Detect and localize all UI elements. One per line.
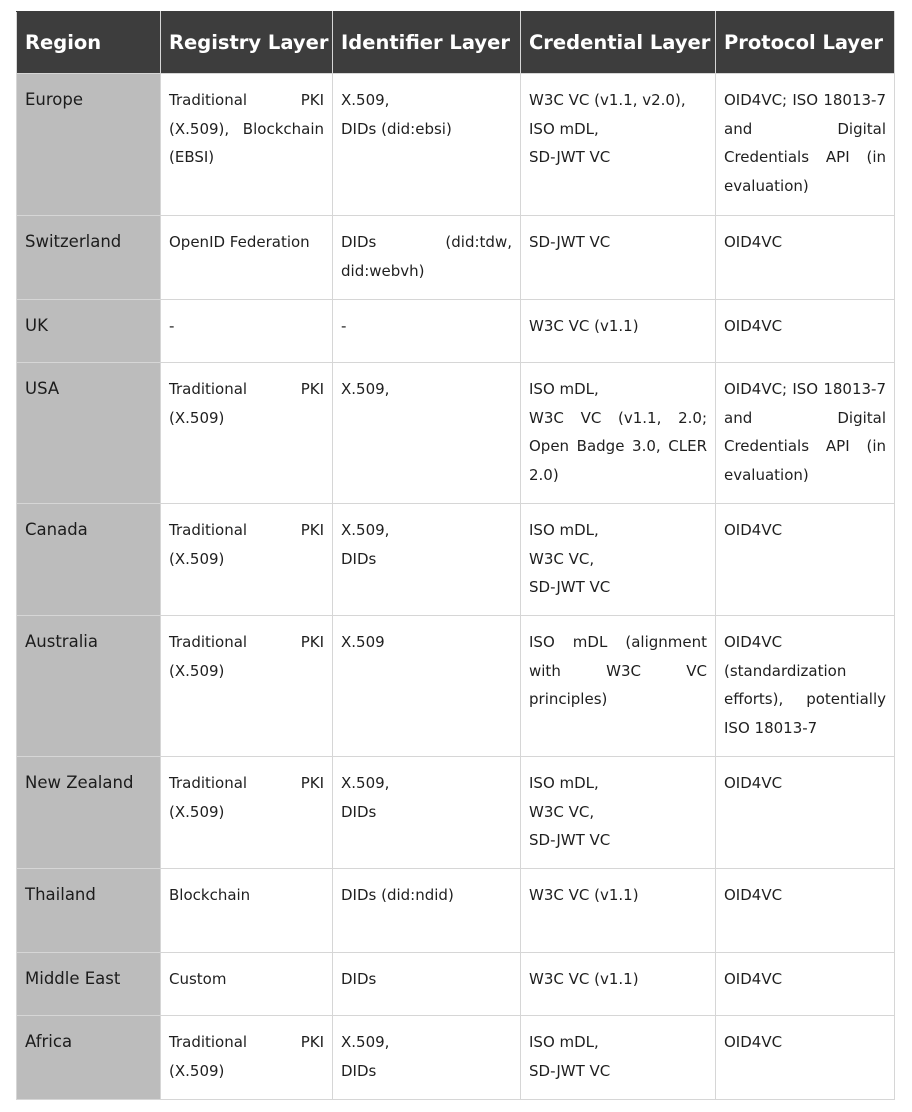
table-row: [17, 869, 895, 953]
table-row: [17, 953, 895, 1016]
identifier-layer-cell: [333, 74, 521, 216]
identifier-line: X.509,: [341, 380, 390, 398]
identifier-layer-cell: [333, 504, 521, 616]
protocol-layer-cell: OID4VC: [716, 1016, 895, 1100]
credential-line: W3C VC (v1.1): [529, 886, 639, 904]
identifier-layer-cell: [333, 216, 521, 300]
region-cell: Switzerland: [17, 216, 161, 300]
credential-layer-cell: [521, 504, 716, 616]
identifier-line: X.509,: [341, 774, 390, 792]
protocol-layer-cell: OID4VC: [716, 216, 895, 300]
header-identifier-layer: Identifier Layer: [333, 12, 521, 74]
header-credential-layer: Credential Layer: [521, 12, 716, 74]
region-cell: UK: [17, 300, 161, 363]
table-row: [17, 74, 895, 216]
registry-layer-cell: Traditional PKI (X.509): [161, 616, 333, 757]
credential-layer-cell: [521, 363, 716, 504]
identifier-layer-cell: [333, 869, 521, 953]
credential-layer-cell: [521, 869, 716, 953]
identifier-layer-cell: [333, 363, 521, 504]
table-row: [17, 1016, 895, 1100]
protocol-layer-cell: OID4VC; ISO 18013-7 and Digital Credentials API (in evaluation): [716, 74, 895, 216]
table-row: [17, 300, 895, 363]
layers-table-container: [16, 11, 894, 1100]
credential-layer-cell: [521, 1016, 716, 1100]
region-cell: New Zealand: [17, 757, 161, 869]
region-cell: USA: [17, 363, 161, 504]
registry-layer-cell: OpenID Federation: [161, 216, 333, 300]
credential-line: SD-JWT VC: [529, 148, 611, 166]
identifier-layer-cell: [333, 953, 521, 1016]
credential-line: SD-JWT VC: [529, 233, 611, 251]
identifier-line: X.509,: [341, 91, 390, 109]
header-protocol-layer: Protocol Layer: [716, 12, 895, 74]
region-cell: Canada: [17, 504, 161, 616]
credential-line: ISO mDL (alignment with W3C VC principles): [529, 633, 707, 708]
region-cell: Africa: [17, 1016, 161, 1100]
credential-layer-cell: [521, 74, 716, 216]
credential-line: ISO mDL,: [529, 521, 599, 539]
credential-layer-cell: [521, 300, 716, 363]
credential-line: W3C VC,: [529, 549, 595, 568]
identifier-line: DIDs: [341, 1061, 377, 1080]
credential-line: W3C VC,: [529, 802, 595, 821]
table-body: [17, 74, 895, 1100]
credential-line: ISO mDL,: [529, 774, 599, 792]
protocol-layer-cell: OID4VC; ISO 18013-7 and Digital Credentials API (in evaluation): [716, 363, 895, 504]
credential-line: W3C VC (v1.1, v2.0),: [529, 91, 686, 109]
identifier-line: DIDs: [341, 549, 377, 568]
identifier-line: DIDs (did:ebsi): [341, 119, 452, 138]
header-region: Region: [17, 12, 161, 74]
protocol-layer-cell: OID4VC: [716, 504, 895, 616]
table-row: [17, 504, 895, 616]
credential-line: ISO mDL,: [529, 380, 599, 398]
identifier-line: X.509,: [341, 1033, 390, 1051]
credential-line: W3C VC (v1.1): [529, 970, 639, 988]
identifier-layer-cell: [333, 1016, 521, 1100]
protocol-layer-cell: OID4VC: [716, 953, 895, 1016]
identifier-line: -: [341, 317, 347, 335]
identifier-line: DIDs: [341, 802, 377, 821]
identifier-line: DIDs (did:tdw, did:webvh): [341, 233, 512, 280]
protocol-layer-cell: OID4VC: [716, 757, 895, 869]
registry-layer-cell: Traditional PKI (X.509): [161, 363, 333, 504]
registry-layer-cell: Traditional PKI (X.509), Blockchain (EBSI): [161, 74, 333, 216]
table-row: [17, 616, 895, 757]
registry-layer-cell: Traditional PKI (X.509): [161, 504, 333, 616]
registry-layer-cell: Traditional PKI (X.509): [161, 757, 333, 869]
credential-layer-cell: [521, 757, 716, 869]
region-cell: Thailand: [17, 869, 161, 953]
layers-table: [16, 11, 895, 1100]
header-registry-layer: Registry Layer: [161, 12, 333, 74]
identifier-layer-cell: [333, 300, 521, 363]
credential-layer-cell: [521, 216, 716, 300]
credential-layer-cell: [521, 953, 716, 1016]
credential-line: ISO mDL,: [529, 1033, 599, 1051]
table-row: [17, 216, 895, 300]
protocol-layer-cell: OID4VC: [716, 869, 895, 953]
identifier-layer-cell: [333, 616, 521, 757]
region-cell: Middle East: [17, 953, 161, 1016]
identifier-layer-cell: [333, 757, 521, 869]
table-row: [17, 363, 895, 504]
region-cell: Australia: [17, 616, 161, 757]
identifier-line: DIDs: [341, 970, 377, 988]
table-row: [17, 757, 895, 869]
registry-layer-cell: -: [161, 300, 333, 363]
protocol-layer-cell: OID4VC (standardization efforts), potentially ISO 18013-7: [716, 616, 895, 757]
credential-line: W3C VC (v1.1): [529, 317, 639, 335]
registry-layer-cell: Blockchain: [161, 869, 333, 953]
credential-line: SD-JWT VC: [529, 1061, 611, 1080]
table-header: [17, 12, 895, 74]
credential-line: ISO mDL,: [529, 119, 599, 138]
registry-layer-cell: Traditional PKI (X.509): [161, 1016, 333, 1100]
identifier-line: X.509,: [341, 521, 390, 539]
header-row: [17, 12, 895, 74]
registry-layer-cell: Custom: [161, 953, 333, 1016]
region-cell: Europe: [17, 74, 161, 216]
identifier-line: X.509: [341, 633, 385, 651]
protocol-layer-cell: OID4VC: [716, 300, 895, 363]
credential-line: SD-JWT VC: [529, 578, 611, 596]
credential-layer-cell: [521, 616, 716, 757]
credential-line: SD-JWT VC: [529, 831, 611, 849]
credential-line: W3C VC (v1.1, 2.0; Open Badge 3.0, CLER 2.0): [529, 408, 707, 484]
identifier-line: DIDs (did:ndid): [341, 886, 454, 904]
